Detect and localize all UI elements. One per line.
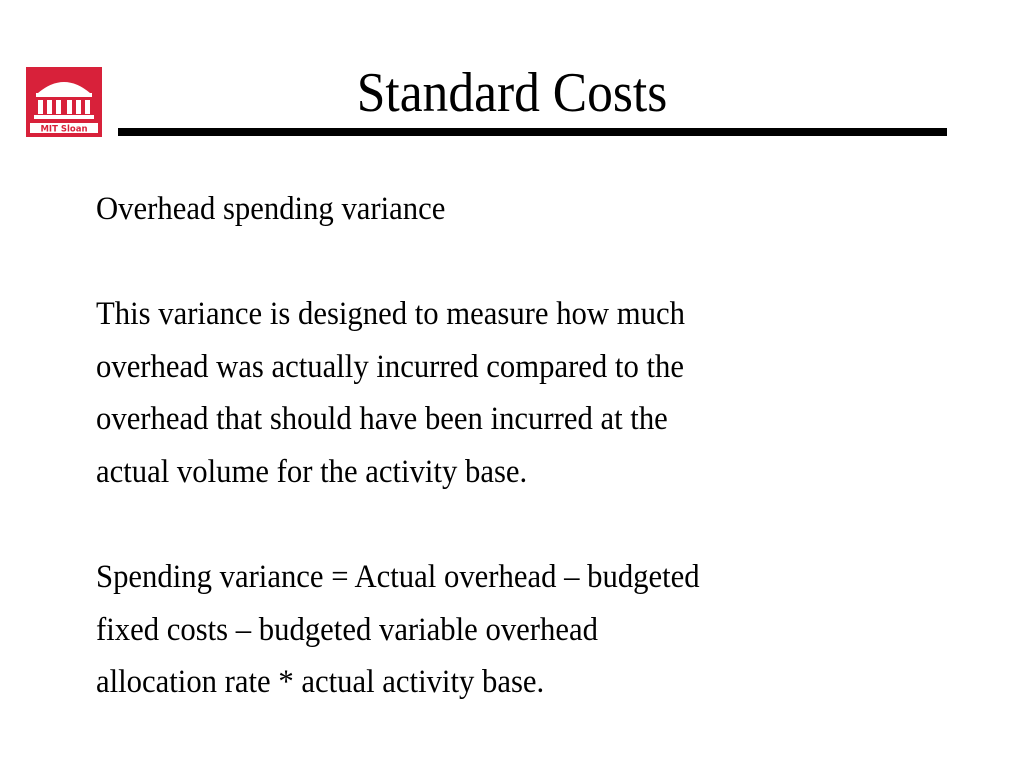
logo-wordmark: MIT Sloan (40, 124, 88, 135)
description-line: This variance is designed to measure how much (96, 296, 685, 332)
description-paragraph (96, 288, 868, 498)
title-underline (118, 128, 947, 136)
formula-paragraph (96, 551, 868, 709)
section-heading: Overhead spending variance (96, 191, 446, 227)
formula-line: allocation rate * actual activity base. (96, 664, 545, 700)
formula-line: fixed costs – budgeted variable overhead (96, 611, 598, 648)
slide-title: Standard Costs (356, 62, 668, 124)
description-line: overhead was actually incurred compared to the (96, 348, 684, 385)
description-line: actual volume for the activity base. (96, 453, 528, 490)
formula-line: Spending variance = Actual overhead – budgeted (96, 559, 700, 595)
description-line: overhead that should have been incurred at the (96, 401, 668, 437)
